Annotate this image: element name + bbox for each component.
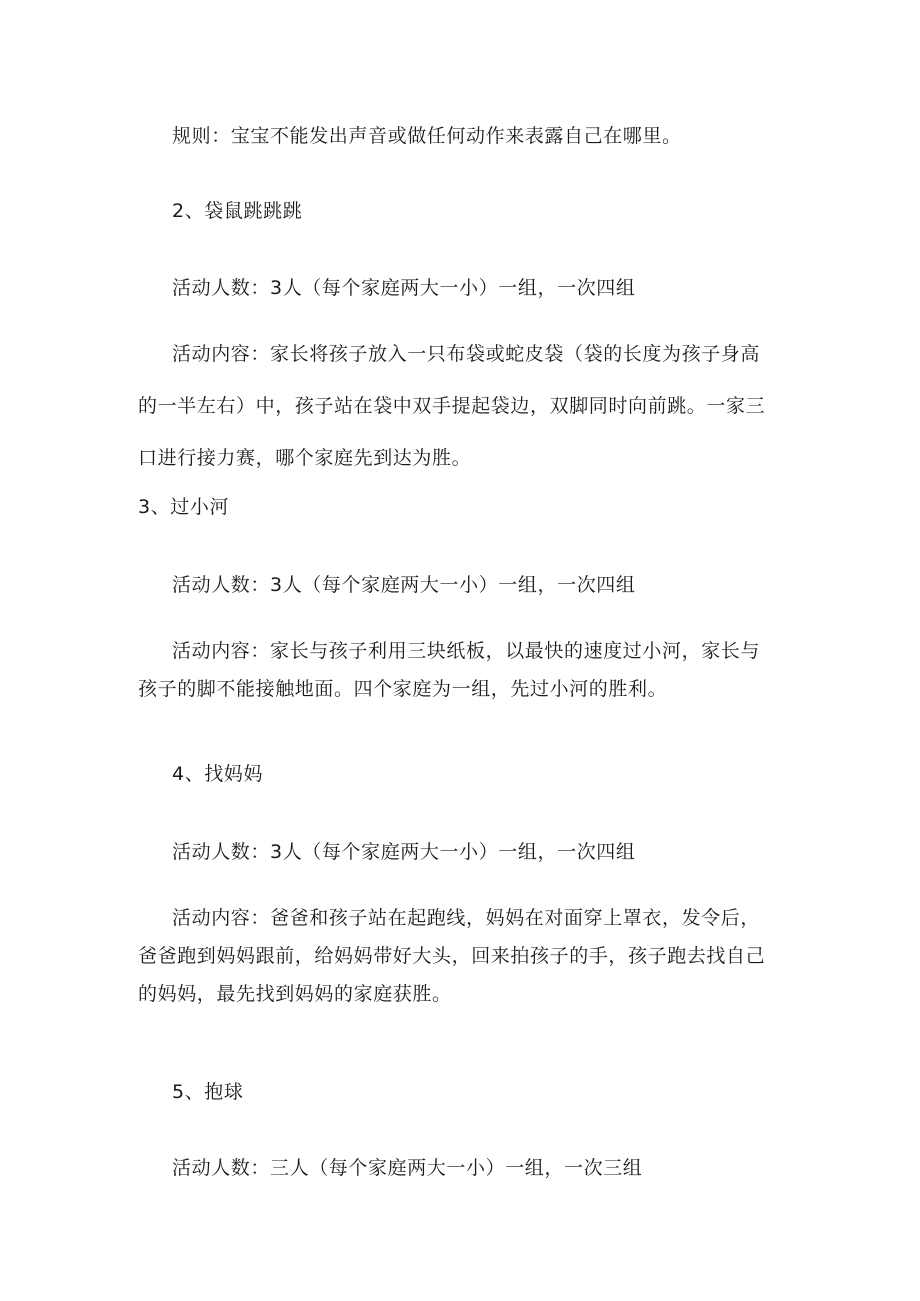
content-line: 活动内容：家长将孩子放入一只布袋或蛇皮袋（袋的长度为孩子身高: [172, 343, 761, 365]
participants-line: 活动人数：3人（每个家庭两大一小）一组，一次四组: [172, 574, 636, 596]
rule-line: 规则：宝宝不能发出声音或做任何动作来表露自己在哪里。: [172, 125, 682, 147]
content-paragraph: [138, 342, 788, 470]
participants-line: 活动人数：三人（每个家庭两大一小）一组，一次三组: [172, 1157, 643, 1179]
section-heading: 4、找妈妈: [172, 763, 264, 785]
section-heading: 2、袋鼠跳跳跳: [172, 200, 303, 222]
content-line: 的妈妈，最先找到妈妈的家庭获胜。: [138, 983, 452, 1005]
content-line: 口进行接力赛，哪个家庭先到达为胜。: [138, 447, 472, 469]
section-heading: 5、抱球: [172, 1081, 244, 1103]
content-paragraph: [138, 639, 788, 701]
content-line: 活动内容：家长与孩子利用三块纸板，以最快的速度过小河，家长与: [172, 640, 761, 662]
section-heading: 3、过小河: [138, 496, 230, 518]
content-line: 活动内容：爸爸和孩子站在起跑线，妈妈在对面穿上罩衣，发令后，: [172, 907, 761, 929]
content-line: 爸爸跑到妈妈跟前，给妈妈带好大头，回来拍孩子的手，孩子跑去找自己: [138, 945, 766, 967]
content-paragraph: [138, 906, 788, 1006]
content-line: 孩子的脚不能接触地面。四个家庭为一组，先过小河的胜利。: [138, 678, 668, 700]
content-line: 的一半左右）中，孩子站在袋中双手提起袋边，双脚同时向前跳。一家三: [138, 395, 766, 417]
participants-line: 活动人数：3人（每个家庭两大一小）一组，一次四组: [172, 841, 636, 863]
participants-line: 活动人数：3人（每个家庭两大一小）一组，一次四组: [172, 277, 636, 299]
